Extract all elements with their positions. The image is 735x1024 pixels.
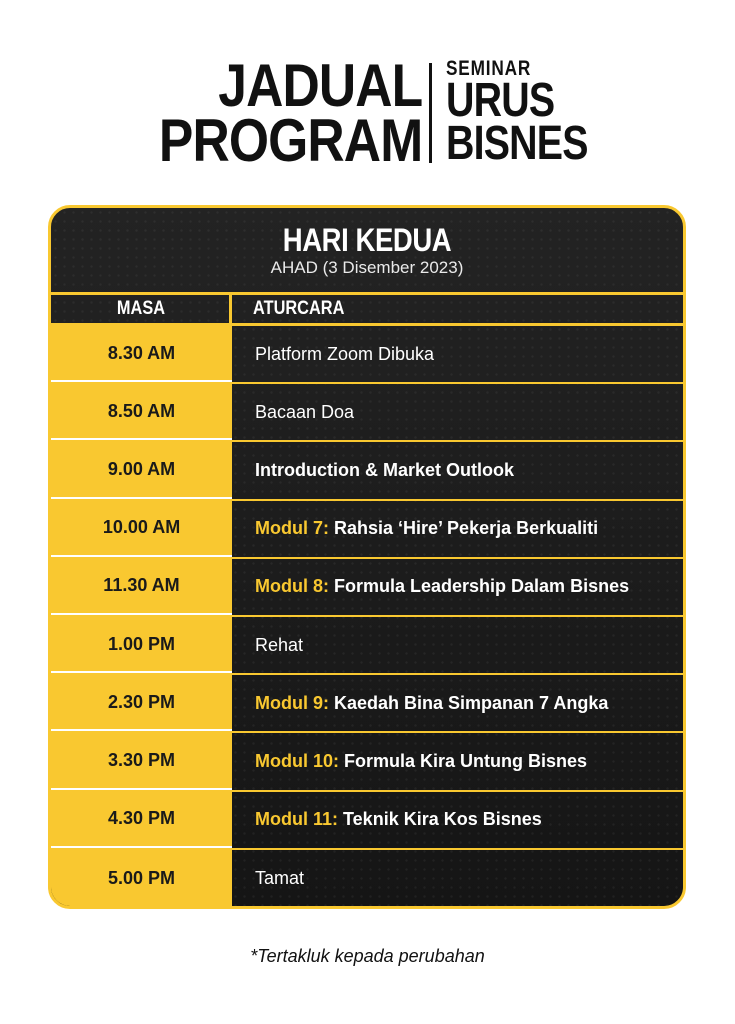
schedule-card bbox=[48, 205, 686, 909]
title-line-1: JADUAL bbox=[218, 51, 423, 119]
schedule-row bbox=[51, 675, 683, 733]
row-time: 11.30 AM bbox=[51, 559, 232, 615]
title-divider bbox=[429, 63, 432, 163]
row-agenda bbox=[255, 675, 673, 731]
row-time: 4.30 PM bbox=[51, 792, 232, 848]
seminar-logo bbox=[445, 57, 588, 171]
day-header bbox=[51, 208, 683, 292]
footer-note: *Tertakluk kepada perubahan bbox=[250, 946, 485, 966]
schedule-row bbox=[51, 326, 683, 384]
schedule-row bbox=[51, 850, 683, 908]
seminar-label: SEMINAR bbox=[445, 57, 531, 81]
program-title bbox=[159, 51, 423, 174]
agenda-text: Bacaan Doa bbox=[255, 401, 355, 422]
schedule-row bbox=[51, 733, 683, 791]
agenda-text: Tamat bbox=[255, 868, 305, 889]
schedule-row bbox=[51, 442, 683, 500]
schedule-row bbox=[51, 501, 683, 559]
schedule-rows bbox=[51, 326, 683, 909]
day-title: HARI KEDUA bbox=[282, 222, 452, 258]
row-time: 2.30 PM bbox=[51, 675, 232, 731]
row-time: 1.00 PM bbox=[51, 617, 232, 673]
brand-line-1: URUS bbox=[445, 74, 555, 128]
schedule-row bbox=[51, 792, 683, 850]
schedule-row bbox=[51, 559, 683, 617]
module-label: Modul 8: bbox=[255, 576, 329, 597]
column-divider bbox=[229, 295, 232, 323]
column-headers bbox=[51, 292, 683, 326]
module-label: Modul 10: bbox=[255, 750, 339, 771]
row-agenda bbox=[255, 384, 673, 440]
agenda-text: Rahsia ‘Hire’ Pekerja Berkualiti bbox=[334, 518, 599, 539]
row-agenda bbox=[255, 792, 673, 848]
row-agenda bbox=[255, 617, 673, 673]
schedule-row bbox=[51, 384, 683, 442]
row-agenda bbox=[255, 501, 673, 557]
row-time: 5.00 PM bbox=[51, 850, 232, 908]
row-time: 10.00 AM bbox=[51, 501, 232, 557]
agenda-text: Formula Leadership Dalam Bisnes bbox=[334, 576, 630, 597]
module-label: Modul 9: bbox=[255, 692, 329, 713]
column-header-agenda: ATURCARA bbox=[253, 298, 345, 319]
row-time: 9.00 AM bbox=[51, 442, 232, 498]
row-time: 8.50 AM bbox=[51, 384, 232, 440]
agenda-text: Introduction & Market Outlook bbox=[255, 459, 514, 480]
agenda-text: Kaedah Bina Simpanan 7 Angka bbox=[334, 692, 609, 713]
row-agenda bbox=[255, 442, 673, 498]
agenda-text: Formula Kira Untung Bisnes bbox=[344, 750, 588, 771]
row-agenda bbox=[255, 850, 673, 908]
row-time: 3.30 PM bbox=[51, 733, 232, 789]
brand-line-2: BISNES bbox=[445, 117, 588, 171]
row-time: 8.30 AM bbox=[51, 326, 232, 382]
module-label: Modul 11: bbox=[255, 809, 339, 830]
row-agenda bbox=[255, 733, 673, 789]
column-header-time: MASA bbox=[116, 298, 166, 319]
page-header bbox=[0, 51, 735, 174]
title-line-2: PROGRAM bbox=[159, 107, 423, 174]
agenda-text: Platform Zoom Dibuka bbox=[255, 343, 435, 364]
row-agenda bbox=[255, 326, 673, 382]
agenda-text: Teknik Kira Kos Bisnes bbox=[343, 809, 542, 830]
day-date: AHAD (3 Disember 2023) bbox=[270, 258, 464, 277]
agenda-text: Rehat bbox=[255, 634, 304, 655]
module-label: Modul 7: bbox=[255, 518, 329, 539]
schedule-row bbox=[51, 617, 683, 675]
row-agenda bbox=[255, 559, 673, 615]
